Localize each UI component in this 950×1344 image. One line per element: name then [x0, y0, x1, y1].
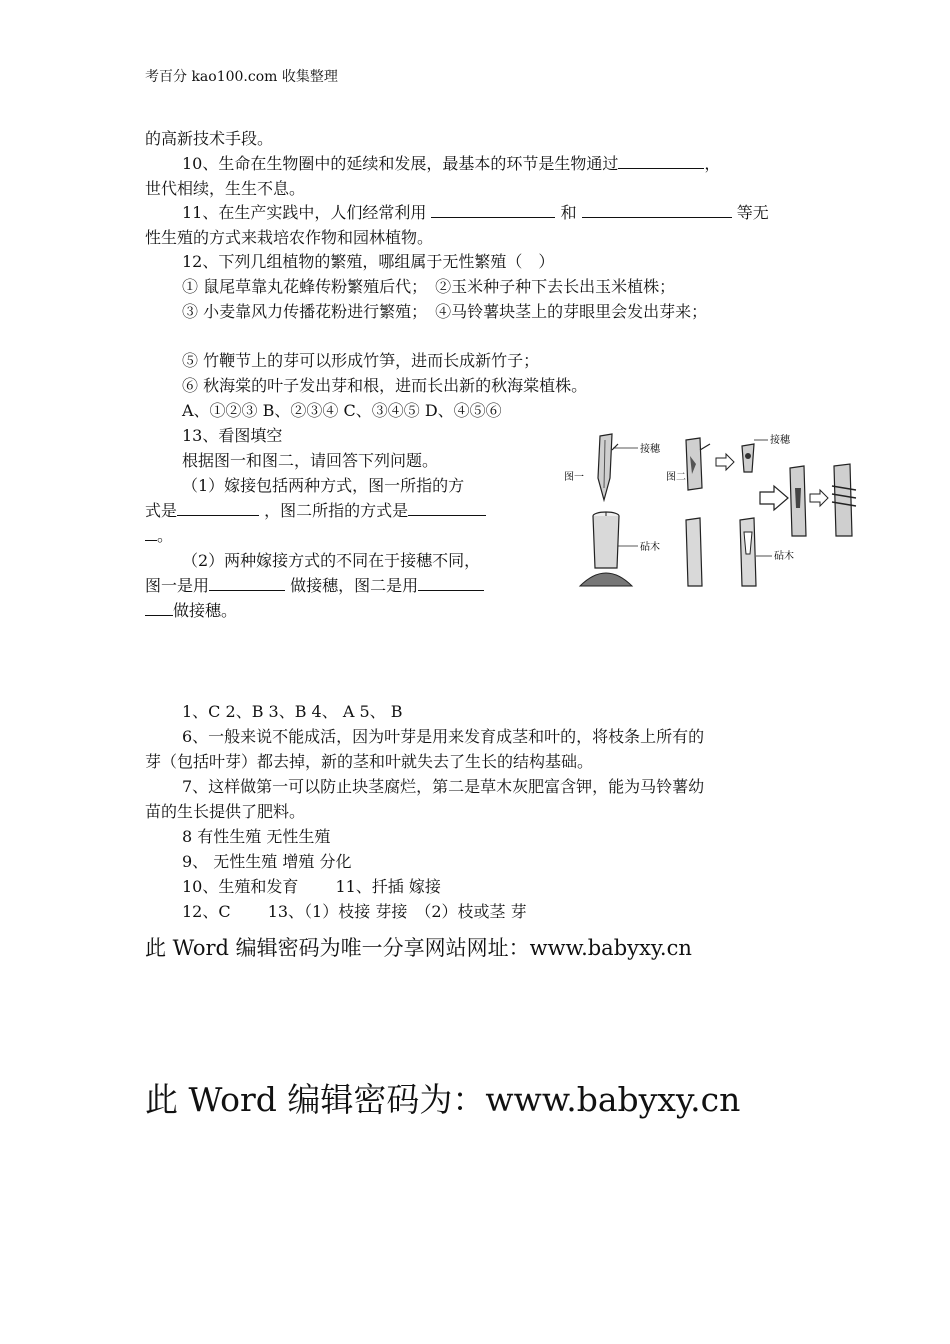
- fig2-scion-label: 接穗: [770, 435, 790, 446]
- fig2-grafted-2: [832, 464, 856, 536]
- q13-part1-line1: （1）嫁接包括两种方式，图一所指的方: [182, 476, 465, 495]
- answer-7-line2: 苗的生长提供了肥料。: [145, 802, 306, 821]
- q13-text-b: ，图二所指的方式是: [264, 501, 409, 520]
- q10-punct: ，: [704, 154, 721, 173]
- q13-part2-line2: [145, 576, 484, 596]
- fig2-branch: [686, 438, 710, 490]
- q13-text-c: 图一是用: [145, 576, 210, 595]
- q11-blank-1[interactable]: [431, 203, 555, 218]
- footer-password-line-2: 此 Word 编辑密码为：www.babyxy.cn: [145, 1080, 741, 1119]
- q13-text-d: 做接穗，图二是用: [290, 576, 419, 595]
- q12-choices: A、①②③ B、②③④ C、③④⑤ D、④⑤⑥: [182, 401, 502, 420]
- q13-period: 。: [157, 526, 174, 545]
- fig2-label: 图二: [666, 472, 686, 483]
- q11-line1: [182, 203, 769, 223]
- q12-option-3: ⑤ 竹鞭节上的芽可以形成竹笋，进而长成新竹子；: [182, 351, 540, 370]
- q13-intro: 根据图一和图二，请回答下列问题。: [182, 451, 439, 470]
- q10-text: 10、生命在生物圈中的延续和发展，最基本的环节是生物通过: [182, 154, 619, 173]
- q10-blank[interactable]: [618, 154, 704, 169]
- answer-6-line2: 芽（包括叶芽）都去掉，新的茎和叶就失去了生长的结构基础。: [145, 752, 594, 771]
- answer-8: 8 有性生殖 无性生殖: [182, 827, 331, 846]
- answer-6-line1: 6、一般来说不能成活，因为叶芽是用来发育成茎和叶的，将枝条上所有的: [182, 727, 705, 746]
- q11-and: 和: [560, 203, 577, 222]
- q13-blank-1[interactable]: [177, 501, 259, 516]
- q13-text-a: 式是: [145, 501, 178, 520]
- q13-part2-line3: [145, 601, 237, 621]
- answer-10-11: 10、生殖和发育 11、扦插 嫁接: [182, 877, 441, 896]
- q13-blank-4-cont[interactable]: [145, 601, 173, 616]
- answer-7-line1: 7、这样做第一可以防止块茎腐烂，第二是草木灰肥富含钾，能为马铃薯幼: [182, 777, 705, 796]
- q13-blank-2-cont[interactable]: [145, 526, 157, 541]
- q13-blank-3[interactable]: [209, 576, 285, 591]
- footer-password-line-1: 此 Word 编辑密码为唯一分享网站网址：www.babyxy.cn: [145, 936, 692, 960]
- q13-blank-4[interactable]: [418, 576, 484, 591]
- q13-tail: 做接穗。: [173, 601, 238, 620]
- answer-9: 9、 无性生殖 增殖 分化: [182, 852, 352, 871]
- q11-line2: 性生殖的方式来栽培农作物和园林植物。: [145, 228, 434, 247]
- q10-line2: 世代相续，生生不息。: [145, 179, 306, 198]
- fig2-grafted-1: [790, 466, 806, 536]
- fig1-scion: [598, 434, 618, 500]
- q11-text: 11、在生产实践中，人们经常利用: [182, 203, 427, 222]
- q13-title: 13、看图填空: [182, 426, 283, 445]
- grafting-figure: [560, 428, 866, 588]
- answer-1-5: 1、C 2、B 3、B 4、 A 5、 B: [182, 702, 403, 721]
- fig2-bud-scion: [742, 444, 754, 472]
- q12-option-1: ① 鼠尾草靠丸花蜂传粉繁殖后代； ②玉米种子种下去长出玉米植株；: [182, 277, 676, 296]
- q11-blank-2[interactable]: [582, 203, 732, 218]
- q10-line1: [182, 154, 720, 174]
- q12-option-2: ③ 小麦靠风力传播花粉进行繁殖； ④马铃薯块茎上的芽眼里会发出芽来；: [182, 302, 708, 321]
- q13-part2-line1: （2）两种嫁接方式的不同在于接穗不同，: [182, 551, 481, 570]
- fig1-stock-label: 砧木: [640, 542, 660, 553]
- fig1-label-1: 图一: [564, 472, 584, 483]
- fig2-stock-1: [686, 518, 702, 586]
- q11-tail: 等无: [736, 203, 769, 222]
- q12-stem: 12、下列几组植物的繁殖，哪组属于无性繁殖（ ）: [182, 252, 555, 271]
- fig2-stock-label: 砧木: [774, 551, 794, 562]
- fig2-stock-2: [740, 518, 756, 586]
- q13-blank-2[interactable]: [408, 501, 486, 516]
- q13-part1-line3: [145, 526, 173, 546]
- answer-12-13: 12、C 13、（1）枝接 芽接 （2）枝或茎 芽: [182, 902, 527, 921]
- page-header: 考百分 kao100.com 收集整理: [145, 69, 338, 85]
- q13-part1-line2: [145, 501, 486, 521]
- fig1-stock: [580, 512, 632, 586]
- intro-tail: 的高新技术手段。: [145, 129, 274, 148]
- process-arrow: [760, 486, 788, 510]
- q12-option-4: ⑥ 秋海棠的叶子发出芽和根，进而长出新的秋海棠植株。: [182, 376, 588, 395]
- fig1-scion-label: 接穗: [640, 444, 660, 455]
